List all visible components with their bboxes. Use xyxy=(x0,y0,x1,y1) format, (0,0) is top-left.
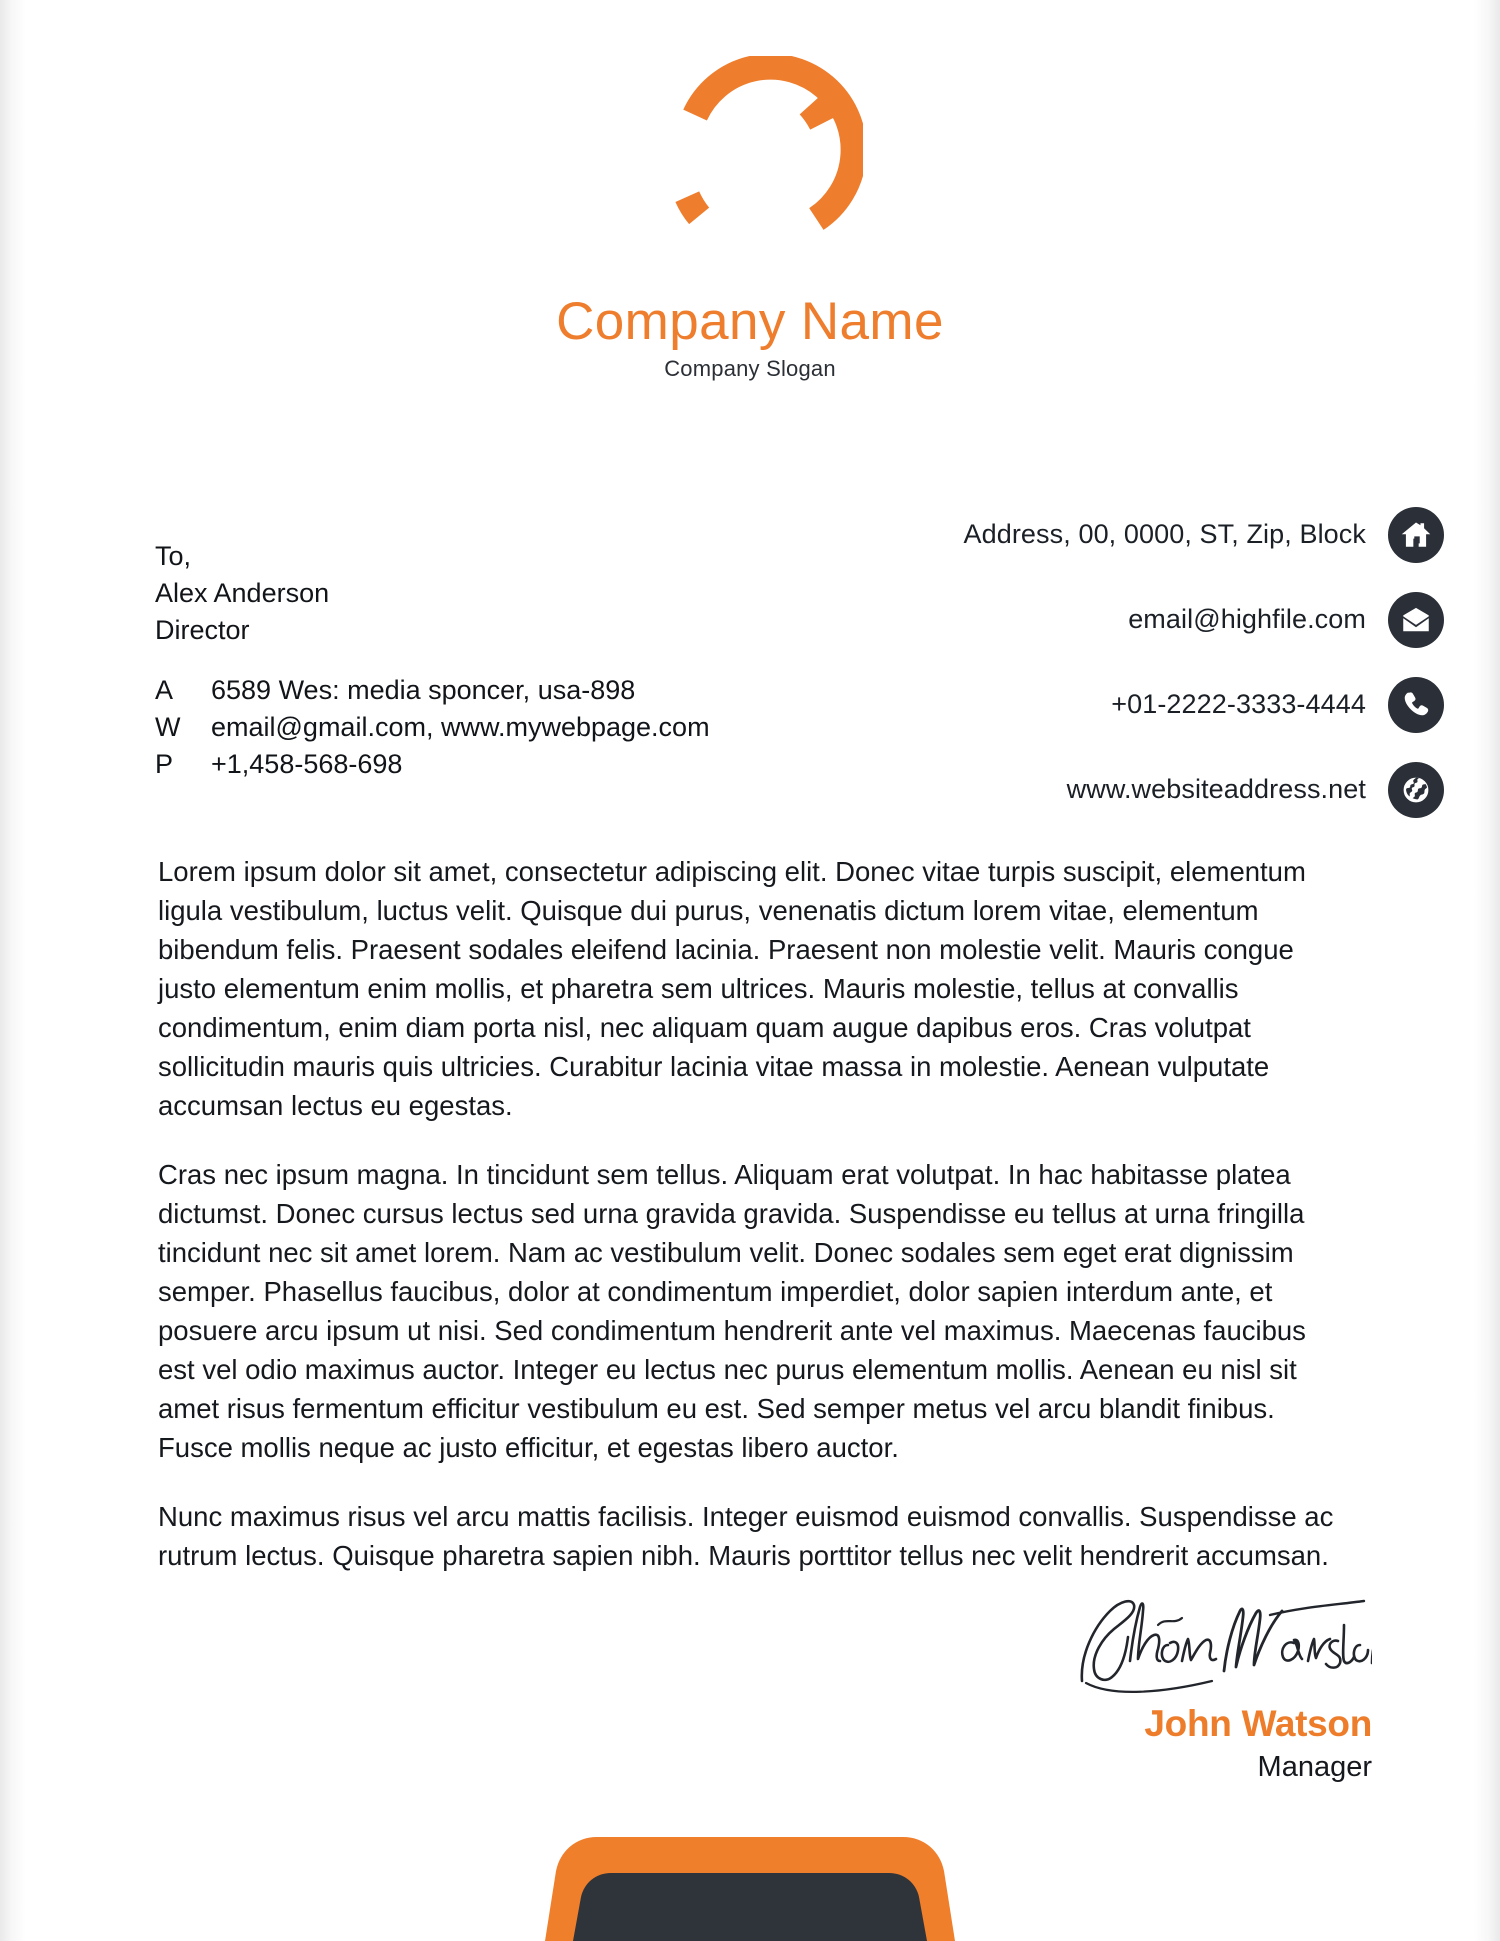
company-contact-address xyxy=(704,492,1444,577)
signer-name: John Watson xyxy=(1144,1703,1372,1744)
company-email-text: email@highfile.com xyxy=(1128,604,1366,634)
company-contact-list xyxy=(704,492,1444,832)
sender-contact-list xyxy=(155,672,710,783)
company-address-text: Address, 00, 0000, ST, Zip, Block xyxy=(963,519,1366,549)
contact-value-address: 6589 Wes: media sponcer, usa-898 xyxy=(211,675,636,705)
company-contact-phone xyxy=(704,662,1444,747)
company-website-text: www.websiteaddress.net xyxy=(1066,774,1366,804)
contact-info-band xyxy=(0,492,1500,804)
home-icon xyxy=(1388,507,1444,563)
contact-value-phone: +1,458-568-698 xyxy=(211,749,403,779)
recipient-salutation: To, xyxy=(155,541,192,571)
body-paragraph-2: Cras nec ipsum magna. In tincidunt sem tellus. Aliquam erat volutpat. In hac habitasse platea dictumst. Donec cursus lectus sed urna gravida gravida. Suspendisse eu tellus at urna fringilla tincidunt nec sit amet lorem. Nam ac vestibulum velit. Donec sodales sem eget erat dignissim semper. Phasellus faucibus, dolor at condimentum imperdiet, dolor sapien interdum ante, et posuere arcu ipsum ut nisi. Sed condimentum hendrerit ante vel maximus. Maecenas faucibus est vel odio maximus auctor. Integer eu lectus nec purus elementum mollis. Aenean eu nisl sit amet risus fermentum efficitur vestibulum eu est. Sed semper metus vel arcu blandit finibus. Fusce mollis neque ac justo efficitur, et egestas libero auctor. xyxy=(158,1159,1306,1463)
handwritten-signature xyxy=(952,1582,1372,1698)
broken-ring-logo-icon xyxy=(637,56,863,282)
footer-decoration xyxy=(0,1811,1500,1941)
signature-block xyxy=(952,1582,1372,1786)
recipient-block xyxy=(155,538,329,649)
letterhead-header xyxy=(0,0,1500,382)
contact-key-address: A xyxy=(155,675,174,705)
contact-row-address xyxy=(155,672,710,709)
company-phone-text: +01-2222-3333-4444 xyxy=(1111,689,1366,719)
company-name: Company Name xyxy=(556,292,944,351)
letter-body xyxy=(158,852,1346,1575)
contact-key-web: W xyxy=(155,712,181,742)
company-contact-email xyxy=(704,577,1444,662)
body-paragraph-3: Nunc maximus risus vel arcu mattis facilisis. Integer euismod euismod convallis. Suspendisse ac rutrum lectus. Quisque pharetra sapien nibh. Mauris porttitor tellus nec velit hendrerit accumsan. xyxy=(158,1501,1334,1571)
signer-role: Manager xyxy=(1257,1751,1372,1783)
company-slogan: Company Slogan xyxy=(664,355,836,381)
globe-icon xyxy=(1388,762,1444,818)
contact-row-phone xyxy=(155,746,710,783)
recipient-name: Alex Anderson xyxy=(155,578,330,608)
phone-icon xyxy=(1388,677,1444,733)
recipient-title: Director xyxy=(155,615,250,645)
company-contact-website xyxy=(704,747,1444,832)
envelope-icon xyxy=(1388,592,1444,648)
contact-key-phone: P xyxy=(155,749,174,779)
contact-value-web: email@gmail.com, www.mywebpage.com xyxy=(211,712,710,742)
contact-row-web xyxy=(155,709,710,746)
body-paragraph-1: Lorem ipsum dolor sit amet, consectetur adipiscing elit. Donec vitae turpis suscipit, elementum ligula vestibulum, luctus velit. Quisque dui purus, venenatis dictum lorem vitae, elementum bibendum felis. Praesent sodales eleifend lacinia. Praesent non molestie velit. Mauris congue justo elementum enim mollis, et pharetra sem ultrices. Mauris molestie, tellus at convallis condimentum, enim diam porta nisl, nec aliquam quam augue dapibus eros. Cras volutpat sollicitudin mauris quis ultricies. Curabitur lacinia vitae massa in molestie. Aenean vulputate accumsan lectus eu egestas. xyxy=(158,856,1306,1121)
